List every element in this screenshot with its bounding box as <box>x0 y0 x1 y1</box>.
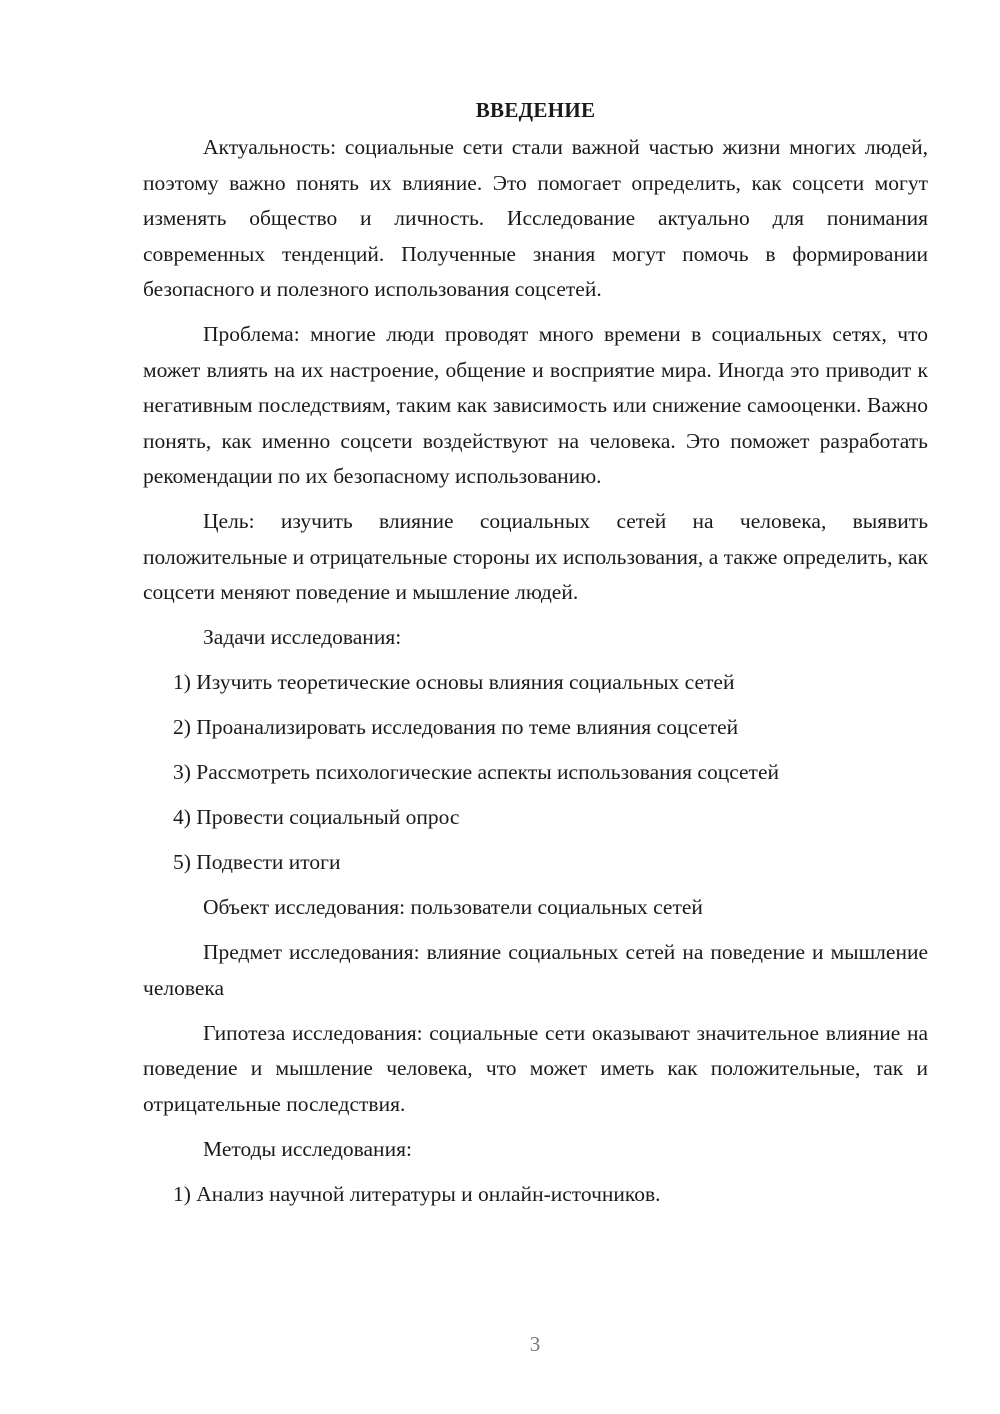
list-item: 3) Рассмотреть психологические аспекты использования соцсетей <box>173 760 779 784</box>
methods-heading: Методы исследования: <box>203 1136 412 1161</box>
page-number: 3 <box>529 1332 541 1356</box>
methods-list <box>143 1177 928 1213</box>
hypothesis-paragraph: Гипотеза исследования: социальные сети оказывают значительное влияние на поведение и мышление человека, что может иметь как положительные, так и отрицательные последствия. <box>143 1020 928 1116</box>
list-item: 2) Проанализировать исследования по теме влияния соцсетей <box>173 715 739 739</box>
goal-paragraph: Цель: изучить влияние социальных сетей на человека, выявить положительные и отрицательные стороны их использования, а также определить, как соцсети меняют поведение и мышление людей. <box>143 509 928 604</box>
list-item: 1) Анализ научной литературы и онлайн-источников. <box>173 1181 661 1206</box>
document-page <box>143 90 928 1222</box>
tasks-heading: Задачи исследования: <box>203 625 402 649</box>
problem-paragraph: Проблема: многие люди проводят много времени в социальных сетях, что может влиять на их настроение, общение и восприятие мира. Иногда это приводит к негативным последствиям, таким как зависимость или снижение самооценки. Важно понять, как именно соцсети воздействуют на человека. Это поможет разработать рекомендации по их безопасному использованию. <box>143 322 928 488</box>
list-item: 4) Провести социальный опрос <box>173 805 460 829</box>
list-item: 5) Подвести итоги <box>173 850 341 874</box>
object-paragraph: Объект исследования: пользователи социальных сетей <box>203 895 703 919</box>
subject-paragraph: Предмет исследования: влияние социальных сетей на поведение и мышление человека <box>143 940 928 1000</box>
relevance-paragraph: Актуальность: социальные сети стали важной частью жизни многих людей, поэтому важно понять их влияние. Это помогает определить, как соцсети могут изменять общество и личность. Исследование актуально для понимания современных тенденций. Полученные знания могут помочь в формировании безопасного и полезного использования соцсетей. <box>143 135 928 301</box>
list-item: 1) Изучить теоретические основы влияния социальных сетей <box>173 670 735 694</box>
tasks-list <box>143 665 928 881</box>
section-title: ВВЕДЕНИЕ <box>475 98 596 122</box>
